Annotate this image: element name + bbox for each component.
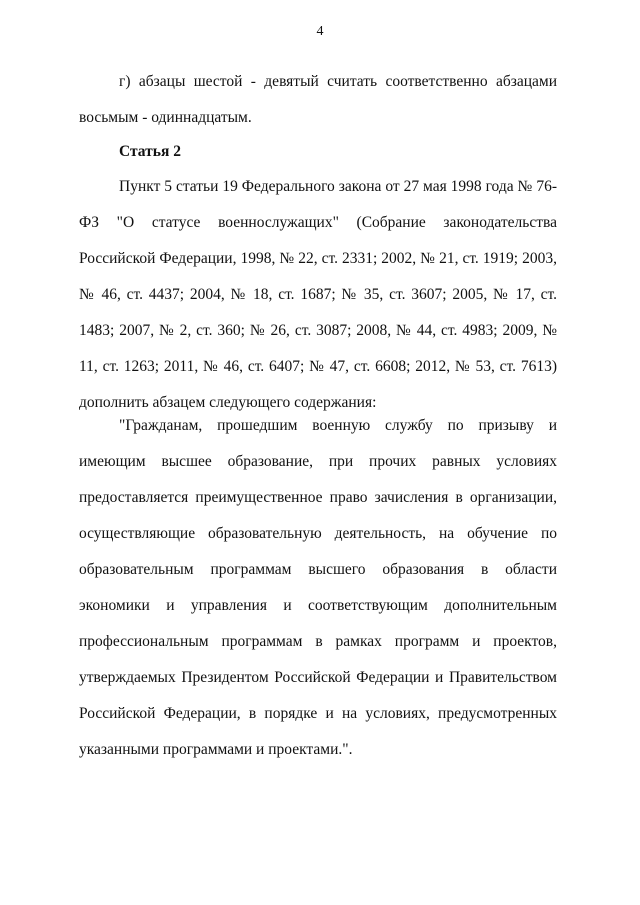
article-heading: Статья 2	[119, 143, 181, 160]
paragraph-g: г) абзацы шестой - девятый считать соответственно абзацами восьмым - одиннадцатым.	[79, 73, 557, 126]
quoted-paragraph: "Гражданам, прошедшим военную службу по призыву и имеющим высшее образование, при прочих равных условиях предоставляется преимущественное право зачисления в организации, осуществляющие образовательную деятельность, на обучение по образовательным программам высшего образования в области экономики и управления и соответствующим дополнительным профессиональным программам в рамках программ и проектов, утверждаемых Президентом Российской Федерации и Правительством Российской Федерации, в порядке и на условиях, предусмотренных указанными программами и проектами.".	[79, 417, 557, 758]
page-number: 4	[316, 24, 324, 39]
article-body-paragraph: Пункт 5 статьи 19 Федерального закона от 27 мая 1998 года № 76-ФЗ "О статусе военнослужащих" (Собрание законодательства Российской Федерации, 1998, № 22, ст. 2331; 2002, № 21, ст. 1919; 2003, № 46, ст. 4437; 2004, № 18, ст. 1687; № 35, ст. 3607; 2005, № 17, ст. 1483; 2007, № 2, ст. 360; № 26, ст. 3087; 2008, № 44, ст. 4983; 2009, № 11, ст. 1263; 2011, № 46, ст. 6407; № 47, ст. 6608; 2012, № 53, ст. 7613) дополнить абзацем следующего содержания:	[79, 178, 557, 411]
